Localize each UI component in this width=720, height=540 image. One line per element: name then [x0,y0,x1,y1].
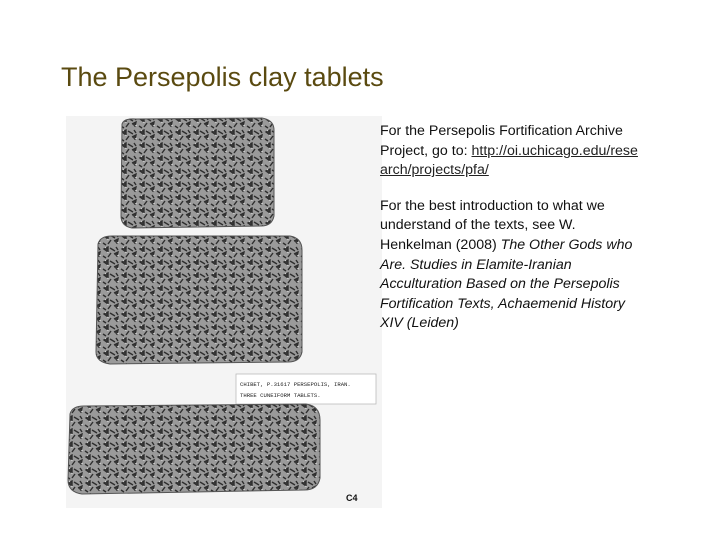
pfa-link[interactable]: http://oi.uchicago.edu/research/projects/pfa/ [380,142,638,179]
tablet-middle [96,236,302,364]
henkelman-book-title: The Other Gods who Are. Studies in Elamite-Iranian Acculturation Based on the Persepolis Fortification Texts, Achaemenid History XIV (Leiden) [380,236,633,332]
photo-caption-line1: CHIBET, P.31617 PERSEPOLIS, IRAN. [240,381,351,388]
paragraph-henkelman [380,197,642,334]
pfa-intro-text: For the Persepolis Fortification Archive Project, go to: [380,123,623,159]
text-column [380,122,642,350]
paragraph-pfa [380,122,642,181]
photo-caption-box [236,374,376,404]
slide-title: The Persepolis clay tablets [61,62,384,92]
tablet-bottom [68,404,320,494]
clay-tablets-photo [66,116,382,508]
tablet-top [121,118,274,228]
plate-label: C4 [346,493,358,503]
photo-caption-line2: THREE CUNEIFORM TABLETS. [240,392,321,399]
henkelman-intro-text: For the best introduction to what we understand of the texts, see W. Henkelman (2008) [380,197,605,253]
